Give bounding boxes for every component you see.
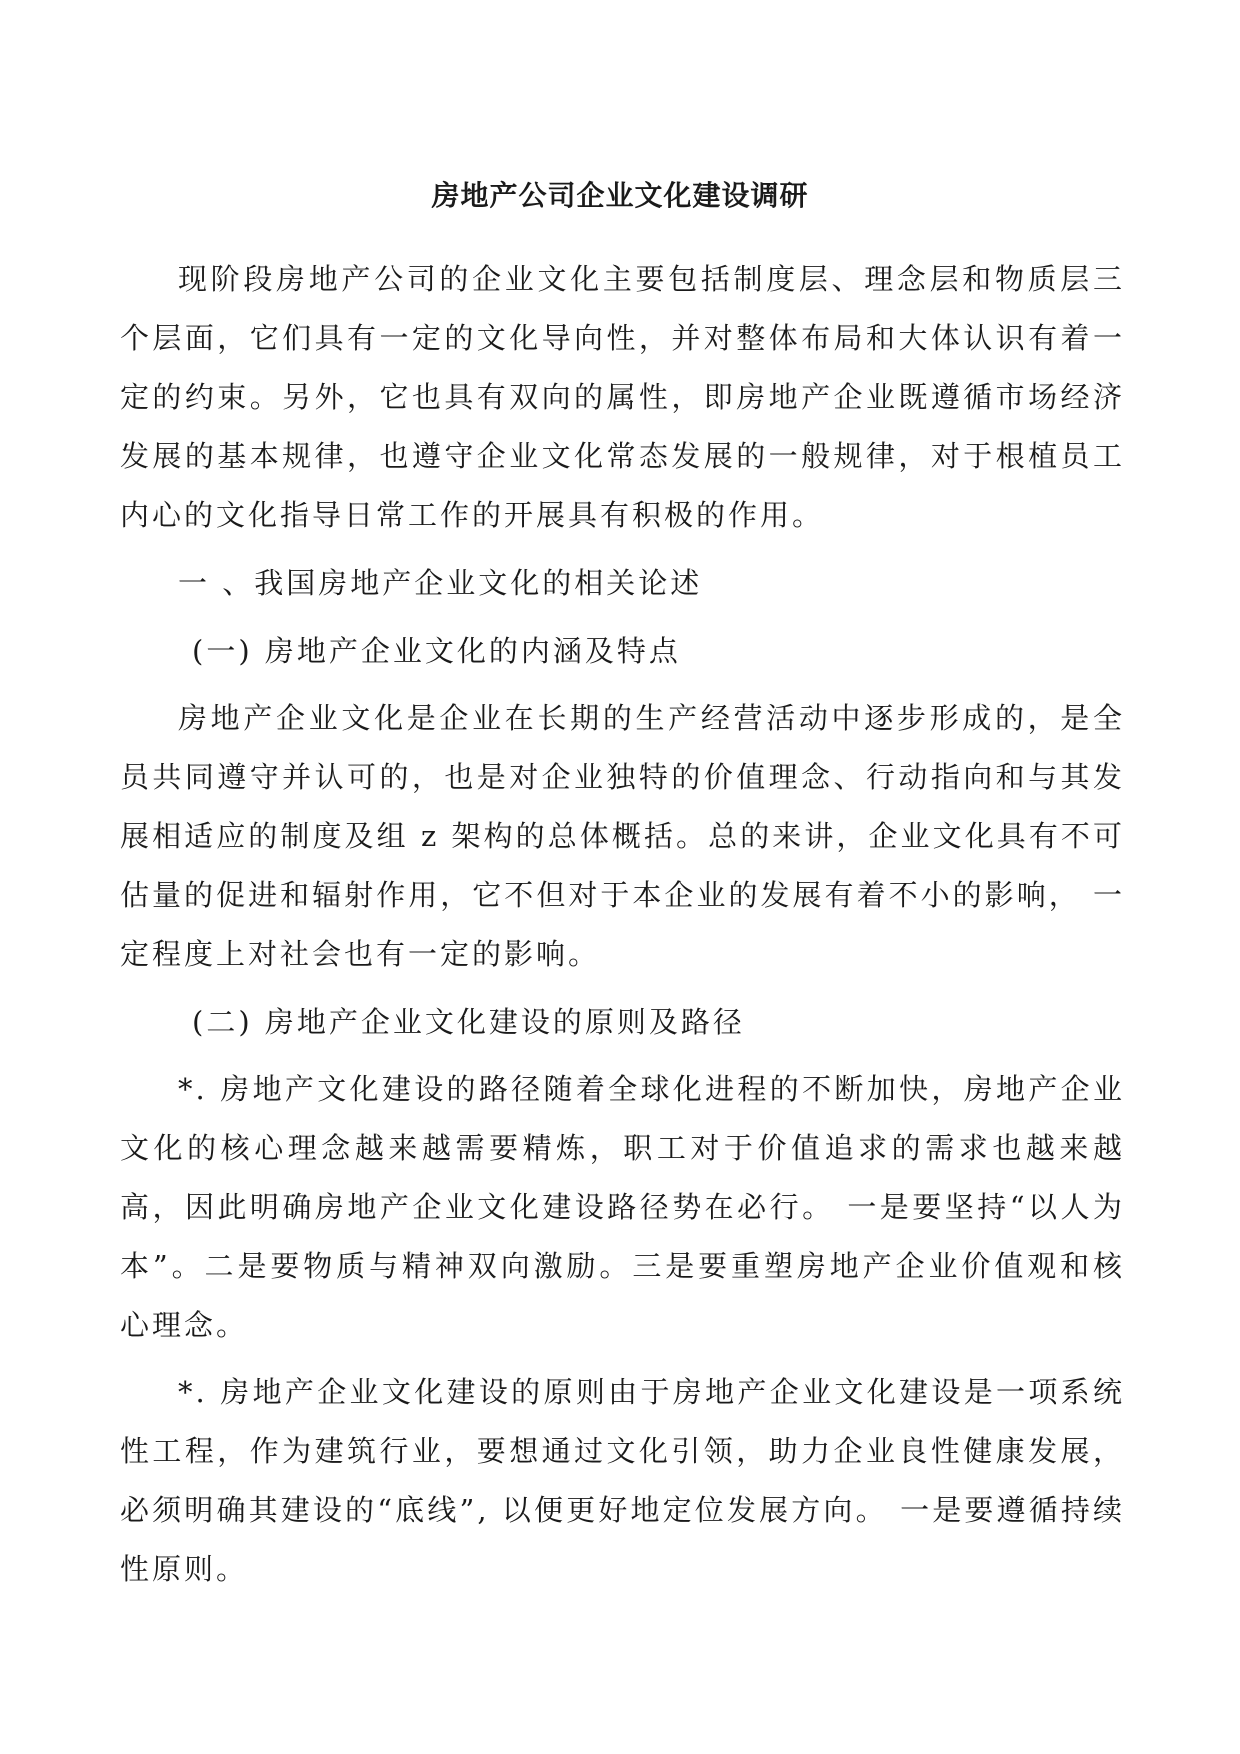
subsection-heading-2: (二) 房地产企业文化建设的原则及路径 — [192, 1005, 745, 1039]
subsection-heading-1: (一) 房地产企业文化的内涵及特点 — [192, 634, 681, 668]
document-title: 房地产公司企业文化建设调研 — [431, 179, 809, 212]
paragraph-connotation: 房地产企业文化是企业在长期的生产经营活动中逐步形成的，是全员共同遵守并认可的，也是对企业独特的价值理念、行动指向和与其发展相适应的制度及组 z 架构的总体概括。总的来讲，企业文化具有不可估量的促进和辐射作用，它不但对于本企业的发展有着不小的影响， 一定程度上对社会也有一定的影响。 — [120, 701, 1125, 971]
paragraph-principle: *. 房地产企业文化建设的原则由于房地产企业文化建设是一项系统性工程，作为建筑行业，要想通过文化引领，助力企业良性健康发展，必须明确其建设的“底线”, 以便更好地定位发展方向。 一是要遵循持续性原则。 — [120, 1375, 1125, 1586]
paragraph-intro: 现阶段房地产公司的企业文化主要包括制度层、理念层和物质层三个层面，它们具有一定的文化导向性，并对整体布局和大体认识有着一定的约束。另外，它也具有双向的属性，即房地产企业既遵循市场经济发展的基本规律，也遵守企业文化常态发展的一般规律，对于根植员工内心的文化指导日常工作的开展具有积极的作用。 — [120, 262, 1125, 532]
paragraph-path: *. 房地产文化建设的路径随着全球化进程的不断加快，房地产企业文化的核心理念越来越需要精炼，职工对于价值追求的需求也越来越高，因此明确房地产企业文化建设路径势在必行。 一是要坚持“以人为本”。二是要物质与精神双向激励。三是要重塑房地产企业价值观和核心理念。 — [120, 1072, 1125, 1342]
document-body — [120, 250, 1125, 1599]
section-heading-1: 一 、我国房地产企业文化的相关论述 — [178, 566, 703, 600]
